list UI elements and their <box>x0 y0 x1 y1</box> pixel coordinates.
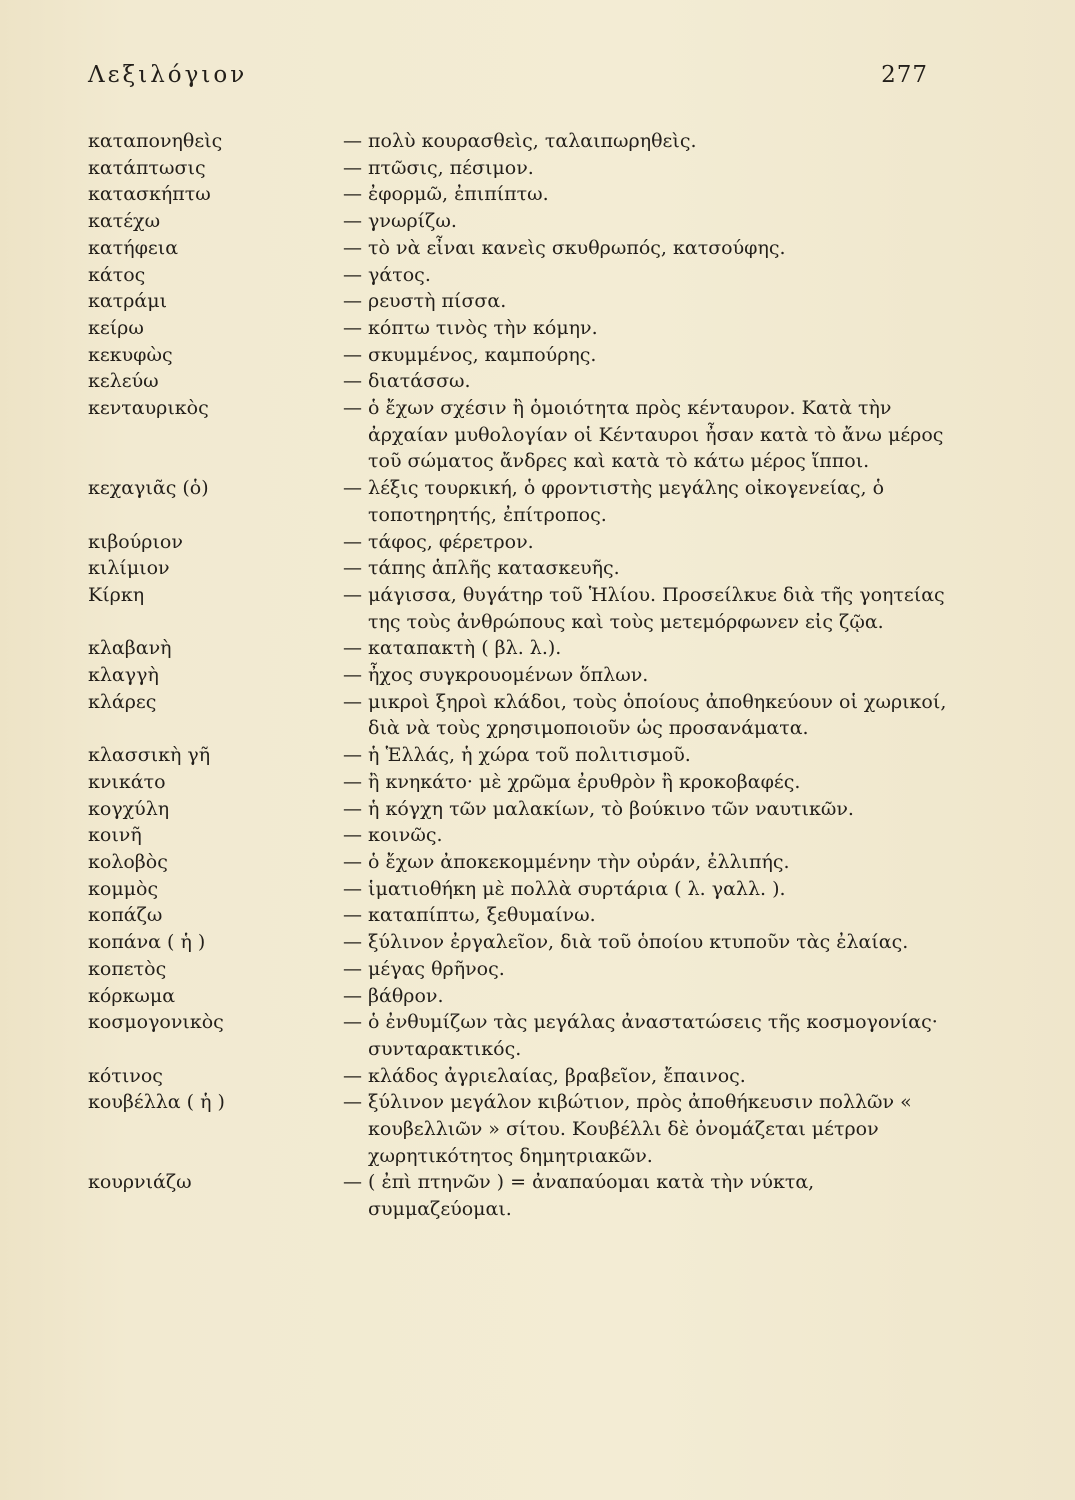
entry-definition: — λέξις τουρκική, ὁ φροντιστὴς μεγάλης οἰκογενείας, ὁ τοποτηρητής, ἐπίτροπος. <box>343 477 885 526</box>
entry-definition: — ρευστὴ πίσσα. <box>343 290 507 313</box>
entry-definition: — ( ἐπὶ πτηνῶν ) = ἀναπαύομαι κατὰ τὴν νύκτα, συμμαζεύομαι. <box>343 1171 815 1221</box>
entry-definition: — κλάδος ἀγριελαίας, βραβεῖον, ἔπαινος. <box>343 1064 746 1087</box>
entry-headword: κλαβανὴ <box>88 637 172 660</box>
entry-headword: κάτος <box>88 263 146 286</box>
entry-definition: — γνωρίζω. <box>343 210 457 233</box>
entry-headword: κότινος <box>88 1064 163 1087</box>
glossary-entry <box>88 1089 948 1169</box>
entry-headword: κατράμι <box>88 290 168 313</box>
entry-headword: κελεύω <box>88 370 159 393</box>
entry-headword: κατήφεια <box>88 236 179 259</box>
entry-headword: κιλίμιον <box>88 557 170 580</box>
glossary-entry <box>88 582 948 635</box>
page-number: 277 <box>881 62 928 88</box>
entry-headword: κενταυρικὸς <box>88 397 209 420</box>
glossary-entry <box>88 689 948 742</box>
glossary-entry <box>88 235 948 262</box>
entry-definition: — τὸ νὰ εἶναι κανεὶς σκυθρωπός, κατσούφης. <box>343 236 786 259</box>
entry-headword: κλάρες <box>88 690 157 713</box>
glossary-entry <box>88 662 948 689</box>
glossary-entry <box>88 849 948 876</box>
glossary-entry <box>88 529 948 556</box>
glossary-entry <box>88 181 948 208</box>
entry-headword: κουρνιάζω <box>88 1171 192 1194</box>
entry-definition: — καταπίπτω, ξεθυμαίνω. <box>343 904 596 927</box>
entry-headword: κείρω <box>88 316 144 339</box>
entry-definition: — μικροὶ ξηροὶ κλάδοι, τοὺς ὁποίους ἀποθηκεύουν οἱ χωρικοί, διὰ νὰ τοὺς χρησιμοποιοῦν ὡς προσανάματα. <box>343 690 947 740</box>
entry-headword: κατέχω <box>88 210 161 233</box>
glossary-entry <box>88 1063 948 1090</box>
glossary-entry <box>88 555 948 582</box>
entry-definition: — κόπτω τινὸς τὴν κόμην. <box>343 316 598 339</box>
entry-headword: κοπάζω <box>88 904 163 927</box>
entry-definition: — ἦχος συγκρουομένων ὅπλων. <box>343 664 649 687</box>
glossary-list <box>88 128 948 1223</box>
glossary-entry <box>88 315 948 342</box>
entry-definition: — ὁ ἔχων ἀποκεκομμένην τὴν οὐράν, ἐλλιπής. <box>343 850 790 873</box>
glossary-entry <box>88 635 948 662</box>
entry-headword: κοπετὸς <box>88 957 167 980</box>
glossary-entry <box>88 822 948 849</box>
entry-headword: κιβούριον <box>88 530 183 553</box>
glossary-entry <box>88 262 948 289</box>
glossary-entry <box>88 475 948 528</box>
entry-definition: — καταπακτὴ ( βλ. λ.). <box>343 637 562 660</box>
glossary-entry <box>88 929 948 956</box>
entry-definition: — πολὺ κουρασθεὶς, ταλαιπωρηθεὶς. <box>343 130 697 152</box>
entry-definition: — βάθρον. <box>343 984 444 1007</box>
entry-definition: — ξύλινον μεγάλον κιβώτιον, πρὸς ἀποθήκευσιν πολλῶν « κουβελλιῶν » σίτου. Κουβέλλι δὲ ὀνομάζεται μέτρον χωρητικότητος δημητριακῶν. <box>343 1091 912 1167</box>
entry-headword: καταπονηθεὶς <box>88 130 223 152</box>
glossary-entry <box>88 956 948 983</box>
glossary-entry <box>88 1169 948 1222</box>
glossary-entry <box>88 368 948 395</box>
glossary-entry <box>88 395 948 475</box>
entry-headword: κολοβὸς <box>88 850 168 873</box>
entry-headword: κουβέλλα ( ἡ ) <box>88 1091 225 1114</box>
entry-definition: — κοινῶς. <box>343 824 443 847</box>
glossary-entry <box>88 796 948 823</box>
glossary-entry <box>88 342 948 369</box>
entry-definition: — διατάσσω. <box>343 370 471 393</box>
entry-definition: — μάγισσα, θυγάτηρ τοῦ Ἡλίου. Προσείλκυε διὰ τῆς γοητείας της τοὺς ἀνθρώπους καὶ τοὺς μετεμόρφωνεν εἰς ζῷα. <box>343 583 945 633</box>
entry-definition: — ἱματιοθήκη μὲ πολλὰ συρτάρια ( λ. γαλλ. ). <box>343 877 786 900</box>
entry-headword: κοσμογονικὸς <box>88 1011 224 1034</box>
entry-definition: — μέγας θρῆνος. <box>343 957 505 980</box>
entry-headword: κνικάτο <box>88 770 166 793</box>
entry-definition: — ἢ κνηκάτο· μὲ χρῶμα ἐρυθρὸν ἢ κροκοβαφές. <box>343 770 801 793</box>
entry-headword: κογχύλη <box>88 797 170 820</box>
entry-definition: — ἡ Ἑλλάς, ἡ χώρα τοῦ πολιτισμοῦ. <box>343 744 691 767</box>
glossary-entry <box>88 876 948 903</box>
entry-headword: κόρκωμα <box>88 984 176 1007</box>
entry-headword: κοινῆ <box>88 824 142 847</box>
entry-headword: κλαγγὴ <box>88 664 159 687</box>
glossary-entry <box>88 983 948 1010</box>
entry-definition: — ὁ ἐνθυμίζων τὰς μεγάλας ἀναστατώσεις τῆς κοσμογονίας· συνταρακτικός. <box>343 1011 938 1060</box>
entry-definition: — ἐφορμῶ, ἐπιπίπτω. <box>343 183 549 206</box>
glossary-entry <box>88 288 948 315</box>
glossary-entry <box>88 769 948 796</box>
entry-headword: κεκυφὼς <box>88 343 173 366</box>
entry-definition: — σκυμμένος, καμπούρης. <box>343 343 597 366</box>
entry-headword: κατασκήπτω <box>88 183 211 206</box>
entry-definition: — τάπης ἁπλῆς κατασκευῆς. <box>343 557 620 580</box>
page-header <box>88 62 928 98</box>
entry-headword: κλασσικὴ γῆ <box>88 744 211 767</box>
entry-headword: κατάπτωσις <box>88 156 206 179</box>
glossary-entry <box>88 742 948 769</box>
glossary-entry <box>88 208 948 235</box>
entry-definition: — γάτος. <box>343 263 431 286</box>
entry-definition: — ἡ κόγχη τῶν μαλακίων, τὸ βούκινο τῶν ναυτικῶν. <box>343 797 854 820</box>
entry-definition: — τάφος, φέρετρον. <box>343 530 534 553</box>
glossary-entry <box>88 902 948 929</box>
entry-headword: Κίρκη <box>88 583 145 606</box>
entry-definition: — ὁ ἔχων σχέσιν ἢ ὁμοιότητα πρὸς κένταυρον. Κατὰ τὴν ἀρχαίαν μυθολογίαν οἱ Κένταυροι ἦσαν κατὰ τὸ ἄνω μέρος τοῦ σώματος ἄνδρες καὶ κατὰ τὸ κάτω μέρος ἵπποι. <box>343 397 944 473</box>
entry-headword: κοπάνα ( ἡ ) <box>88 931 206 954</box>
entry-headword: κομμὸς <box>88 877 159 900</box>
glossary-entry <box>88 155 948 182</box>
running-title: Λεξιλόγιον <box>88 62 248 88</box>
entry-headword: κεχαγιᾶς (ὁ) <box>88 477 209 500</box>
entry-definition: — ξύλινον ἐργαλεῖον, διὰ τοῦ ὁποίου κτυποῦν τὰς ἐλαίας. <box>343 931 909 954</box>
glossary-entry <box>88 128 948 155</box>
glossary-entry <box>88 1009 948 1062</box>
entry-definition: — πτῶσις, πέσιμον. <box>343 156 534 179</box>
